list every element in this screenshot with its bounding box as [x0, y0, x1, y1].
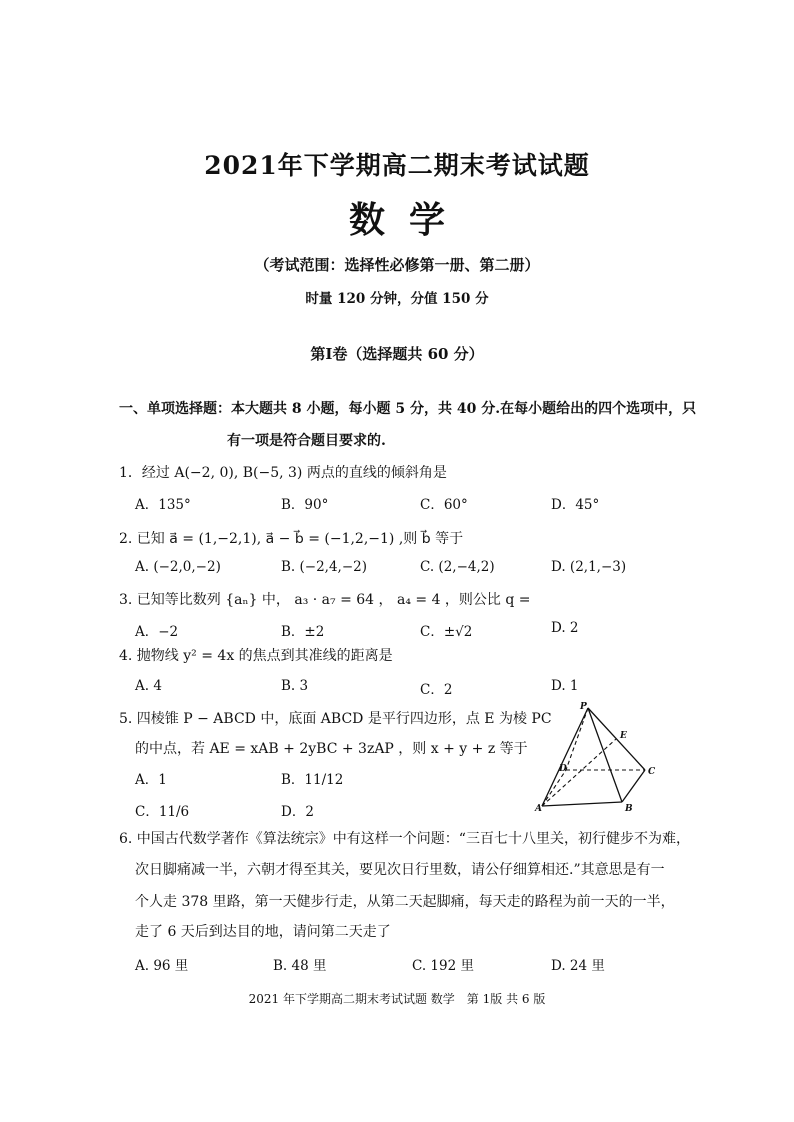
label-a: A: [535, 804, 542, 812]
q4-option-a: A. 4: [135, 678, 162, 694]
q4-option-c: C．2: [420, 682, 453, 698]
q1-option-a: A．135°: [135, 497, 191, 513]
question-6-stem: 6. 中国古代数学著作《算法统宗》中有这样一个问题：“三百七十八里关，初行健步不为难，: [119, 831, 690, 847]
label-b: B: [625, 804, 633, 812]
question-1-stem: 1．经过 A(−2, 0), B(−5, 3) 两点的直线的倾斜角是: [119, 465, 447, 481]
subject-heading: 数学: [348, 199, 469, 241]
q2-option-c: C. (2,−4,2): [420, 559, 495, 575]
question-6-stem-line2: 次日脚痛减一半，六朝才得至其关，要见次日行里数，请公仔细算相还.”其意思是有一: [135, 862, 665, 878]
question-3-stem: 3. 已知等比数列 {aₙ} 中， a₃ · a₇ = 64 ， a₄ = 4 ，则公比 q =: [119, 592, 531, 608]
section-instructions-line2: 有一项是符合题目要求的.: [227, 433, 386, 449]
question-6-stem-line3: 个人走 378 里路，第一天健步行走，从第二天起脚痛，每天走的路程为前一天的一半，: [135, 894, 675, 910]
q6-option-a: A. 96 里: [135, 958, 189, 974]
label-c: C: [648, 767, 656, 777]
q1-option-b: B．90°: [281, 497, 329, 513]
q1-option-c: C．60°: [420, 497, 468, 513]
q6-option-c: C. 192 里: [412, 958, 474, 974]
q5-option-d: D．2: [281, 804, 314, 820]
q3-option-c: C．±√2: [420, 624, 473, 640]
q6-option-b: B. 48 里: [273, 958, 327, 974]
q5-option-c: C．11/6: [135, 804, 190, 820]
q5-option-b: B．11/12: [281, 772, 344, 788]
q5-option-a: A．1: [135, 772, 167, 788]
q1-option-d: D．45°: [551, 497, 600, 513]
page-footer: 2021 年下学期高二期末考试试题 数学 第 1版 共 6 版: [248, 992, 546, 1006]
question-6-stem-line4: 走了 6 天后到达目的地，请问第二天走了: [135, 924, 391, 940]
q4-option-d: D. 1: [551, 678, 579, 694]
q2-option-d: D. (2,1,−3): [551, 559, 627, 575]
q2-option-b: B. (−2,4,−2): [281, 559, 368, 575]
question-2-stem: 2. 已知 a⃗ = (1,−2,1), a⃗ − b⃗ = (−1,2,−1) ,则 b⃗ 等于: [119, 531, 464, 547]
volume-heading: 第Ⅰ卷（选择题共 60 分）: [310, 345, 484, 363]
time-score: 时量 120 分钟，分值 150 分: [305, 291, 489, 307]
q2-option-a: A. (−2,0,−2): [135, 559, 221, 575]
pyramid-figure: [534, 700, 664, 812]
question-5-stem-cont: 的中点，若 AE = xAB + 2yBC + 3zAP ，则 x + y + z 等于: [135, 741, 528, 757]
q3-option-a: A．−2: [135, 624, 179, 640]
q6-option-d: D. 24 里: [551, 958, 605, 974]
q4-option-b: B. 3: [281, 678, 309, 694]
label-d: D: [559, 764, 567, 774]
section-instructions-line1: 一、单项选择题：本大题共 8 小题，每小题 5 分，共 40 分.在每小题给出的四个选项中，只: [119, 401, 697, 417]
exam-title: 2021年下学期高二期末考试试题: [204, 151, 590, 180]
q3-option-d: D. 2: [551, 620, 579, 636]
exam-scope: （考试范围：选择性必修第一册、第二册）: [254, 256, 540, 274]
question-4-stem: 4. 抛物线 y² = 4x 的焦点到其准线的距离是: [119, 648, 393, 664]
label-p: P: [580, 702, 587, 712]
q3-option-b: B．±2: [281, 624, 325, 640]
label-e: E: [620, 731, 627, 741]
question-5-stem: 5. 四棱锥 P − ABCD 中，底面 ABCD 是平行四边形，点 E 为棱 PC: [119, 711, 552, 727]
